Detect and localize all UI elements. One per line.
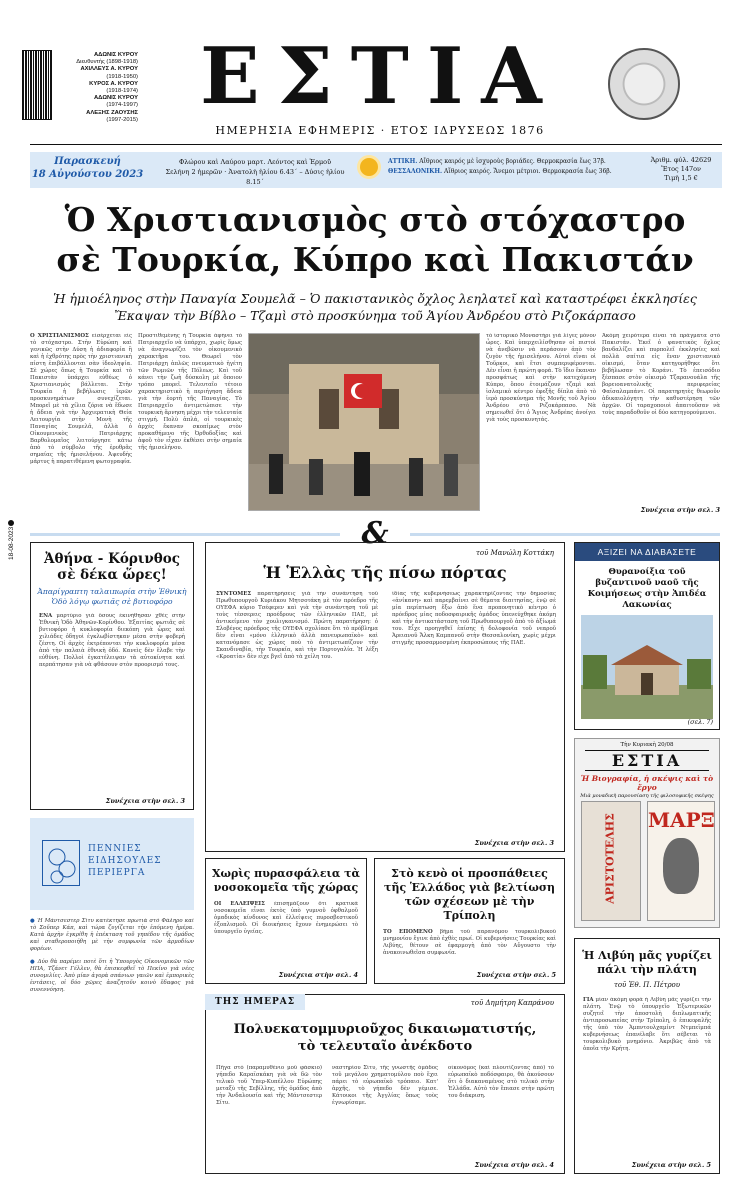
motto: ΗΜΕΡΗΣΙΑ ΕΦΗΜΕΡΙΣ · ΕΤΟΣ ΙΔΡΥΣΕΩΣ 1876 [215,124,545,137]
continue-link[interactable]: Συνέχεια στὴν σελ. 4 [278,971,358,979]
divider [30,144,722,145]
lead-initial: ΕΝΑ [39,613,53,619]
weather [388,157,638,177]
owner-years: (1918-1974) [106,88,138,95]
article-text: οἰκονόμος (καὶ πλουτίζοντας ἀπὸ) τὸ εὐρωπαϊκὸ ποδόσφαιρο, θὰ ἀκούσουν ὅτι ὁ διακαναμένος στὸ τελικὸ στὴν Ἑλλάδα. Αὐτὸ τὸν ἔπιασε στὴν πρώτη του διάκριση. [448,1065,554,1099]
article-title: Χωρὶς πυρασφάλεια τὰ νοσοκομεῖα τῆς χώρας [211,867,361,894]
article-kottakis[interactable] [205,542,565,852]
article-turkey-libya[interactable] [374,858,565,984]
lead-initial: ΟΙ ΕΛΛΕΙΨΕΙΣ [214,901,265,907]
continue-link[interactable]: Συνέχεια στὴν σελ. 5 [631,1161,711,1169]
owner-years: (1997-2015) [106,116,138,123]
chapel-photo[interactable] [581,615,713,719]
divider [410,533,720,536]
article-title: Ἡ Ἑλλὰς τῆς πίσω πόρτας [263,563,507,582]
continue-link[interactable]: Συνέχεια στὴν σελ. 4 [474,1161,554,1169]
continue-link[interactable]: Συνέχεια στὴν σελ. 3 [105,797,185,805]
continue-link[interactable]: Συνέχεια στὴν σελ. 5 [476,971,556,979]
continue-link[interactable]: Συνέχεια στὴν σελ. 3 [474,839,554,847]
portrait-icon [663,838,699,894]
article-tis-imeras[interactable] [205,994,565,1174]
owner-years: Διευθυντής (1898-1918) [76,59,138,66]
pennies-title [88,843,162,879]
article-title: Ἀθήνα - Κόρινθος σὲ δέκα ὥρες! [44,551,180,583]
issue-year: Ἔτος 147ον [660,165,702,173]
owner-years: (1974-1997) [106,102,138,109]
byline: τοῦ Μανώλη Κοττάκη [476,549,554,557]
lead-initial: ΤΟ ΕΠΟΜΕΝΟ [383,929,433,935]
owner-name: ΑΧΙΛΛΕΥΣ Α. ΚΥΡΟΥ [80,66,138,73]
headline-line: Ὁ Χριστιανισμὸς στὸ στόχαστρο [64,200,686,239]
book-cover-right [647,801,715,921]
weather-text: Αἴθριος καιρός μὲ ἰσχυροὺς βοριάδες. Θερμοκρασία ἕως 37β. [419,158,606,165]
book-advertisement[interactable] [574,738,720,928]
book-cover-left [581,801,641,921]
byline: τοῦ Ἐθ. Π. Πέτρου [613,981,681,989]
issue-number: Ἀριθμ. φύλ. 42629 [650,156,712,164]
saints-of-day [160,157,350,187]
column-text: Ἀκόμη χειρότερα εἶναι τὰ πράγματα στὸ Πακιστάν. Ἐκεῖ ὁ φανατικὸς ὄχλος βανδαλίζει καὶ πυρπολεῖ ἐκκλησίες καὶ πολλὰ σπίτια εἰς ἕναν χριστιανικὸ οἰκισμό, ὅταν κατηγορήθηκε ὅτι βεβήλωσαν τὸ Κοράνι. Τὸ ἐπεισόδιο ξέσπασε στὸν οἰκισμὸ Τζαρανουάλα τῆς βορειοανατολικῆς περιφερείας Φαϊσαλαμπάντ. Οἱ παρατηρητὲς θεωροῦν ἀδικαιολόγητη τὴν καθυστέρηση τῶν ἀρχῶν. Οἱ ταραχοποιοὶ ἀπαιτοῦσαν νὰ τοὺς παραδοθοῦν οἱ δύο κατηγορούμενοι. [602,333,720,416]
headline-line: σὲ Τουρκία, Κύπρο καὶ Πακιστάν [56,240,694,279]
owner-name: ΑΛΕΞΗΣ ΖΑΟΥΣΗΣ [86,109,138,116]
ad-subtitle: Μιὰ μοναδικὴ παρουσίαση τῆς φιλοσοφικῆς σκέψης [580,793,714,799]
recommended-title: Θυρανοίξια τοῦ βυζαντινοῦ ναοῦ τῆς Κοιμήσεως στὴν Ἀπιδέα Λακωνίας [587,567,707,610]
moon-sun-text: Σελήνη 2 ἡμερῶν · Ἀνατολὴ ἡλίου 6.43΄ – Δύσις ἡλίου 8.15΄ [165,168,345,186]
subhead-line: Ἡ ἡμιοέληνος στὴν Παναγία Σουμελᾶ – Ὁ πακιστανικὸς ὄχλος λεηλατεῖ καὶ καταστρέφει ἐκκλησίες [53,291,697,306]
issue-info [640,156,722,183]
lead-column-4 [602,333,720,503]
newspaper-logo: ΕΣΤΙΑ [200,31,560,122]
pennies-items [30,918,194,1174]
article-title: Ἡ Λιβύη μᾶς γυρίζει πάλι τὴν πλάτη [582,949,712,976]
article-body [214,901,358,959]
lead-initial: Ο ΧΡΙΣΤΙΑΝΙΣΜΟΣ [30,333,89,339]
article-body [583,997,711,1137]
lead-headline[interactable] [30,200,720,280]
owner-years: (1918-1950) [106,73,138,80]
weather-text: Αἴθριος καιρός. Ἄνεμοι μέτριοι. Θερμοκρασία ἕως 36β. [444,168,612,175]
seal-icon [608,48,680,120]
pennies-item: Δύο θὰ παρέμει ποτὲ ὅτι ἡ Ὑπουργὸς Οἰκονομικῶν τῶν ΗΠΑ, Τζάνετ Γέλλεν, θὰ ἐπισκεφθεῖ τὸ Πεκίνο γιὰ νέες συνομιλίες. Ἀπὸ μίαν ἀγορὰ σπάνιων γαιῶν καὶ ἐμπορικὲς ἐντάσεις, οἱ δύο χῶρες ἀναζητοῦν κοινὸ ἔδαφος γιὰ συνεννόηση. [30,959,194,993]
byline: τοῦ Δημήτρη Καπράνου [470,999,554,1007]
owners-list [58,52,138,124]
recommended-header: ΑΞΙΖΕΙ ΝΑ ΔΙΑΒΑΣΕΤΕ [575,543,719,561]
pennies-item: Ἡ Μάντσεστερ Σίτυ κατέκτησε πρωτιὰ στὸ Φάληρο καὶ τὸ Σοῦπερ Κάπ, καὶ τώρα ζυγίζεται τὴν ἑπόμενη ἡμέρα. Κατὰ ἀρχὴν ἐγκρίθη ἡ ἐπέκταση τοῦ γηπέδου τῆς ὁμάδος καὶ σταθεροποιήθη μὲ τὴν συμφωνία τῶν ἁρμοδίων φορέων. [30,918,194,952]
continue-link[interactable]: Συνέχεια στὴν σελ. 3 [640,506,720,514]
article-title [206,1021,564,1055]
pennies-line: ΕΙΔΗΣΟΥΛΕΣ [88,856,162,866]
lead-column-2 [138,333,242,519]
article-text: βῆμα τοῦ παρανόμου τουρκολιβυκοῦ μνημονίου ἔγινε ἀπὸ ἐχθὲς πρωί. Οἱ κυβερνήσεις Τουρκίας καὶ Λιβύης, θέτουν σὲ ἐφαρμογὴ ἀπὸ τὸν Αὔγουστο τὴν ἀνακοινωθεῖσα συμφωνία. [383,929,556,956]
article-text: ναστηρίου Σίτυ, τῆς γνωστῆς ὁμάδος τοῦ μεγάλου χρηματομύλου ποὺ ἔχει πάρει τὸ εὐρωπαϊκὸ τρόπαιο. Κατ' ἀρχῆς, τὸ γήπεδο δὲν γέμισε. Κάτοικοι τῆς Ἀγγλίας ὅπως τοὺς ἐγνωρίσαμε. [332,1065,438,1106]
section-label: ΤΗΣ ΗΜΕΡΑΣ [205,994,305,1010]
pennies-line: ΠΕΡΙΕΡΓΑ [88,868,146,878]
article-column-2 [392,591,556,835]
issue-price: Τιμὴ 1,5 € [664,174,698,182]
column-text: τὸ ἱστορικὸ Μοναστήρι γιὰ λίγες μόνον ὧρες. Καὶ ὑπερχειλίσθησαν οἱ πιστοὶ νὰ ἀνεβῶσιν νὰ περάσουν ἀπὸ τὸν ζυγὸν τῆς ἡμισελήνου. Αὐτοὶ εἶναι οἱ Τοῦρκοι, καὶ ἔτσι συμπεριφέρονται. Δὲν εἶναι ἡ πρώτη φορά. Τὸ ἴδιο ἔκαναν προσφάτως καὶ στὴν κατεχόμενη Κύπρο, ὅπου ἐτοιμάζουν τζαμὶ καὶ ἰσλαμικὸ κέντρο ἐφεξῆς δίπλα ἀπὸ τὸ ἱερὸ προσκύνημα τῆς Μονῆς τοῦ Ἁγίου Ἀνδρέου στὸ Ριζοκάρπασο. Νὰ σημειωθεῖ ὅτι ὁ Ἅγιος Ἀνδρέας ἀνοίγει γιὰ τοὺς προσκυνητάς. [486,333,596,423]
book-name: ΑΡΙΣΤΟΤΕΛΗΣ [603,813,617,904]
column-text: Προστιθεμένης ἡ Τουρκία ἀφήνει τὸ Πατριαρχεῖο νὰ ὑπάρχει, χωρὶς ὅμως νὰ ἀναγνωρίζει τὸν οἰκουμενικὸ χαρακτῆρα του. Θεωρεῖ τὸν Πατριάρχη ἁπλῶς πνευματικὸ ἡγέτη τῶν Ρωμιῶν τῆς Πόλεως. Καὶ τοῦ κάνει τὴν ζωὴ δύσκολη μὲ ὅποιον τρόπο μπορεῖ. Τελευταῖο τέτοιο χαρακτηριστικὸ ἡ περιήγηση ἄδεια γιὰ τὴν ἑορτὴ τῆς Παναγίας. Τὸ Πατριαρχεῖο ἀντιμετώπισε τὴν τουρκικὴ ἄρνηση μέχρι τὴν τελευταία στιγμή. Πολὺ ἁπλά, οἱ τουρκικὲς ἀρχὲς ἔκαναν σκοπίμως στὸν προκαθήμενο τῆς Ὀρθοδοξίας καὶ ἀφοῦ τὸν εἶχαν ἐκθέσει στὴν σημαία τῆς ἡμισελήνου. [138,333,242,451]
ad-title: Ἡ Βιογραφία, ἡ σκέψις καὶ τὸ ἔργο [580,774,714,792]
issue-date [30,155,145,181]
pennies-banner[interactable] [30,818,194,910]
title-line: τὸ τελευταῖο ἀνέκδοτο [297,1039,473,1054]
article-subtitle: Ἀπαρίγραπτη ταλαιπωρία στὴν Ἐθνικὴ Ὁδὸ λόγῳ φωτιᾶς σὲ βυτιοφόρο [37,587,187,606]
side-dot-icon [8,520,14,526]
article-column-1 [216,591,378,835]
weather-label: ΑΤΤΙΚΗ. [388,158,418,165]
owner-name: ΑΔΩΝΙΣ ΚΥΡΟΥ [93,95,138,102]
article-text: μαρτύριο γιὰ ὅσους ἐκινήθησαν χθὲς στὴν Ἐθνικὴ Ὁδὸ Ἀθηνῶν-Κορίνθου. Ἐξαιτίας φωτιᾶς σὲ βυτιοφόρο ἡ κυκλοφορία διεκόπη γιὰ ὧρες καὶ χιλιάδες ὁδηγοὶ ἐγκλωβίστηκαν μέσα στὴν φοβερὴ ζέστη. Οἱ ἀρχὲς ἐκτρέπονται τὴν κυκλοφορία μέσα ἀπὸ τὴν παλαιὰ ἐθνικὴ ὁδό. Κανεὶς δὲν ἔλαβε τὴν εὐθύνη. Πολλοὶ ἐγκατέλειψαν τὰ αὐτοκίνητα καὶ περπάτησαν γιὰ νὰ φθάσουν στὸν προορισμό τους. [39,613,185,668]
article-hospitals[interactable] [205,858,367,984]
church-photo[interactable] [248,333,480,511]
article-body [383,929,556,973]
article-text: μίαν ἀκόμη φορὰ ἡ Λιβύη μᾶς γυρίζει τὴν πλάτη. Ἐνῷ τὸ ὑπουργεῖο Ἐξωτερικῶν συζητεῖ τὴν ἀποστολὴ διπλωματικῆς ἀντιπροσωπείας στὴν Τρίπολη, ὁ ἐπικεφαλῆς τῆς ὑπὸ τὸν Ἀμπντουλχαμίντ Ντμπεϊμπά κυβερνήσεως ἐπανέλαβε ὅτι σέβεται τὸ τουρκολιβυκὸ μνημόνιο. Ἀκριβῶς ἀπὸ τὰ ὁποῖα τὴν Κρήτη. [583,997,711,1052]
article-text: ἐπισημάζουν ὅτι κρατικὰ νοσοκομεῖα εἶναι ἐκτὸς ὑπὸ γυμνοῦ ὀφθαλμοῦ ὁμαδικὸς κίνδυνος καὶ ἐλλείψεις πυροσβεστικοῦ ἐξοπλισμοῦ. Οἱ διοικήσεις ἔχουν ἐνημερώσει τὸ ὑπουργεῖο ὑγείας. [214,901,358,935]
side-date: 18-08-2023 [8,526,15,560]
day-name: Παρασκευή [54,156,121,167]
subhead-line: Ἔκαψαν τὴν Βίβλο – Τζαμὶ στὸ προσκύνημα τοῦ Ἁγίου Ἀνδρέου στὸ Ριζοκάρπασο [114,308,636,323]
coins-icon [42,840,80,886]
article-column-2 [332,1065,438,1161]
page-reference: (σελ. 7) [687,718,713,726]
sun-icon [360,158,378,176]
ad-date: Τὴν Κυριακὴ 20/08 [620,742,674,748]
article-athens-corinth[interactable] [30,542,194,810]
lead-column-3 [486,333,596,519]
recommended-read[interactable] [574,542,720,730]
bullet-icon: ● [30,959,38,965]
owner-name: ΚΥΡΟΣ Α. ΚΥΡΟΥ [89,80,138,87]
article-libya[interactable] [574,938,720,1174]
title-line: Πολυεκατομμυριοῦχος δικαιωματιστής, [233,1022,537,1037]
bullet-icon: ● [30,918,38,924]
lead-column-1 [30,333,132,519]
lead-initial: ΓΙΑ [583,997,594,1003]
lead-subheadline [30,290,720,324]
lead-initial: ΣΥΝΤΟΜΕΣ [216,591,252,597]
saints-text: Φλώρου καὶ Λαύρου μαρτ. Λεόντος καὶ Ἑρμοῦ [178,158,332,166]
divider [30,533,340,536]
ad-brand: ΕΣΤΙΑ [585,750,709,771]
article-text: ἰδίας τῆς κυβερνήσεως χαρακτηρίζοντας τὴν δημοσίας «ἀνίκανη» καὶ παρεμβαίνει σὲ θέματα διαιτησίας, ἐνῷ σὲ μία περίπτωση ἔξω ἀπὸ ἕνα προπονητικὸ κέντρο ὁ πρόεδρος μίας ποδοσφαιρικῆς ὁμάδος ὑπενεύχθηκε ἀκόμη καὶ τὴν ἀντικατάσταση τοῦ Πρωθυπουργοῦ ἀπὸ τὸ ἀξίωμά του. Εἶχε προηγηθεῖ ἐπίσης ἡ δολοφονία τοῦ νεαροῦ Ἀρειανοῦ Ἄλκη Καμπανοῦ στὴν Θεσσαλονίκη, χωρὶς μέχρι στιγμῆς προσαρμοσμένη ἐκπροσώπους τῆς ΠΑΕ. [392,591,556,646]
article-text: Πῆγα στὸ (παραμυθένιο μοῦ φάσκιο) γήπεδο Καραϊσκάκη γιὰ νὰ δῶ τὸν τελικὸ τοῦ Ὑπερ-Κυπέλλου Εὐρώπης μεταξὺ τῆς Σεβίλλης, τῆς ὁμάδος ἀπὸ τὴν Ἀνδαλουσία καὶ τῆς Μάντσεστερ Σίτυ. [216,1065,322,1106]
weather-label: ΘΕΣΣΑΛΟΝΙΚΗ. [388,168,443,175]
pennies-line: ΠΕΝΝΙΕΣ [88,844,142,854]
column-text: εἰσέρχεται εἰς τὸ στόχαστρο. Στὴν Εὐρώπη καὶ γενικῶς στὴν Δύση ἡ ἀδιαφορία ἢ καὶ ἡ ἐχθρότης πρὸς τὴν χριστιανικὴ πίστη ἐπιβάλλονται σὰν ἰδεοληψία. Σὲ χώρες ὅπως ἡ Τουρκία καὶ τὸ Πακιστὰν ὑπάρχει εὐθέως ὁ Χριστιανισμὸς βάλλεται. Στὴν Τουρκία ἡ βεβήλωσις ἱερῶν προσκυνημάτων συνεχίζεται. Μπορεῖ μὲ τὰ χίλια ζόρια νὰ ἔδωσε ἡ ἄδεια γιὰ τὴν Ἀρχιερατικὴ Θεία Λειτουργία στὴν Μονὴ τῆς Παναγίας Σουμελᾶ, ἀλλὰ ὁ Οἰκουμενικὸς Πατριάρχης Βαρθολομαῖος λειτούργησε κάτω ἀπὸ τὸ σύμβολο τῆς ἐρυθρᾶς σημαίας τῆς ἡμισελήνου. Ἀψευδὴς μάρτυς ἡ παρατιθέμενη φωτογραφία. [30,333,132,465]
barcode [22,50,52,120]
book-name: ΜΑΡΞ [648,808,715,832]
owner-name: ΑΔΩΝΙΣ ΚΥΡΟΥ [93,52,138,58]
article-column-1 [216,1065,322,1161]
article-body [39,613,185,801]
date-text: 18 Αὐγούστου 2023 [31,169,144,180]
ampersand-ornament: & [361,516,389,551]
article-text: παρατηρήσεις γιὰ τὴν συνάντηση τοῦ Πρωθυπουργοῦ Κυριάκου Μητσοτάκη μὲ τὸν πρόεδρο τῆς ΟΥΕΦΑ κύριο Τσέφερεν καὶ γιὰ τὴν συνάντηση τοῦ μὲ τοὺς τέσσερεις προέδρους τῶν ἑλληνικῶν ΠΑΕ, μὲ ἀντικείμενο τὸν χουλιγκανισμό. Πρώτη παρατήρηση: ὁ Σλοβένος πρόεδρος τῆς ΟΥΕΦΑ σχολίασε ὅτι τὸ πρόβλημα δὲν εἶναι «μόνο ἑλληνικὸ ἀλλὰ πανευρωπαϊκὸ» καὶ κατανόμασε ὡς χώρες ποὺ τὸ ἀντιμετωπίζουν τὴν Σκανδιναβία, τὴν Τουρκία, καὶ τὴν Πορτογαλία. Ἡ λέξη «Κροατία» δὲν εἶχε βγεῖ ἀπὸ τὰ χείλη του. [216,591,378,660]
article-column-3 [448,1065,554,1153]
article-title: Στὸ κενὸ οἱ προσπάθειες τῆς Ἑλλάδος γιὰ βελτίωση τῶν σχέσεων μὲ τὴν Τρίπολη [384,867,555,922]
